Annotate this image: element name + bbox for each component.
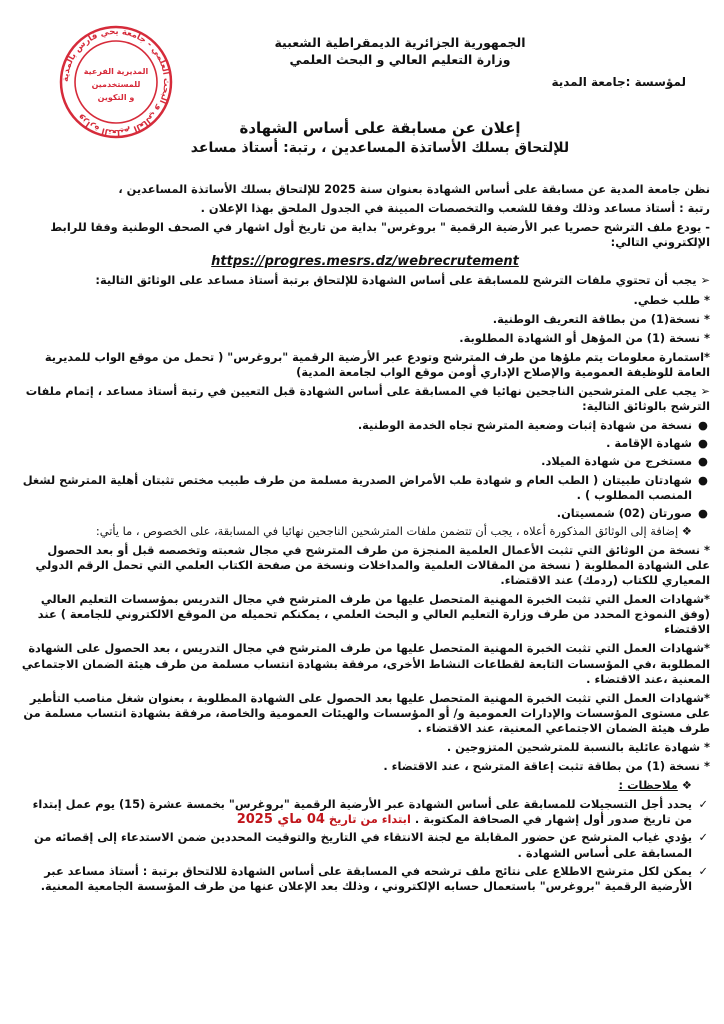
extra-doc-item: *شهادات العمل التي تثبت الخبرة المهنية المتحصل عليها من طرف المترشح في مجال التدريس بمؤسسات التعليم العالي (وفق النموذج المحدد من طرف وزارة التعليم العالي و البحث العلمي ، يمكنكم تحميله من الموقع الالكتروني للجامعة ) عند الاقتضاء [37,592,710,637]
extra-intro [20,524,692,539]
svg-text:المديرية الفرعية: المديرية الفرعية [83,67,149,76]
svg-text:و التكوين: و التكوين [97,93,135,102]
dot-bullet-icon: ● [698,505,708,520]
list-item: ● شهادتان طبيتان ( الطب العام و شهادة طب الأمراض الصدرية مسلمة من طرف طبيب مختص تثبتان أهلية المترشح لشغل المنصب المطلوب ) . [22,472,708,502]
doc-item: * نسخة (1) من المؤهل أو الشهادة المطلوبة. [459,330,710,345]
dot-bullet-icon: ● [698,454,708,469]
doc-item: * نسخة(1) من بطاقة التعريف الوطنية. [492,311,710,326]
extra-doc-item: *شهادات العمل التي تثبت الخبرة المهنية المتحصل عليها بعد الحصول على الشهادة المطلوبة ، بعنوان شغل مناصب التأطير على مستوى المؤسسات والإدارات العمومية و/ أو المؤسسات والهيئات العمومية والخاصة، مرفقة بشهادة انتساب مسلمة من طرف هيئة الضمان الاجتماعي المعنية، عند الاقتضاء . [23,690,710,735]
diamond-bullet-icon: ❖ [678,523,692,538]
check-icon: ✓ [698,830,708,845]
extra-doc-item: * نسخة من الوثائق التي تثبت الأعمال العلمية المنجزة من طرف المترشح في مجال شعبته وتخصصه قبل أو بعد الحصول على الشهادة المطلوبة ( نسخة من المقالات العلمية والمداخلات ونسخة من صفحة الكتاب العلمي التي تحمل الرقم الدولي المعياري للكتاب (ردمك) عند الاقتضاء. [35,542,710,588]
list-item: ● مستخرج من شهادة الميلاد. [541,454,708,469]
start-date-label: ابتداء من تاريخ [328,812,411,827]
winners-intro [20,384,710,414]
extra-doc-item: * شهادة عائلية بالنسبة للمترشحين المتزوجين . [446,740,710,754]
intro-paragraph-1: نظن جامعة المدية عن مسابقة على أساس الشهادة بعنوان سنة 2025 للإلتحاق بسلك الأساتذة المساعدين ، [118,182,710,196]
document-header [250,34,550,68]
diamond-bullet-icon: ❖ [677,778,692,793]
note-item: ✓ يؤدي غياب المترشح عن حضور المقابلة مع لجنة الانتقاء في التاريخ والتوقيت المحددين ضمن الاستدعاء إلى إقصائه من المسابقة على أساس الشهادة . [34,830,708,860]
notes-title: ملاحظات : [618,778,678,793]
arrow-bullet-icon: ➢ [696,384,710,399]
extra-doc-item: * نسخة (1) من بطاقة تثبت إعاقة المترشح ، عند الاقتضاء . [383,759,710,774]
list-item: ● نسخة من شهادة إثبات وضعية المترشح تجاه الخدمة الوطنية. [357,418,708,433]
dot-bullet-icon: ● [698,418,708,433]
svg-text:للمستخدمين: للمستخدمين [91,80,141,89]
announcement-title [130,118,630,158]
notes-list [20,797,710,894]
dot-bullet-icon: ● [698,472,708,487]
title-line-1: إعلان عن مسابقة على أساس الشهادة [239,119,521,137]
intro-paragraph-2: رتبة : أستاذ مساعد وذلك وفقا للشعب والتخصصات المبينة في الجدول الملحق بهذا الإعلان . [200,201,710,216]
svg-text:وزارة التعليم العالي و البحث ا: وزارة التعليم العالي و البحث العلمي - جامعة يحي فارس بالمدية [60,26,172,138]
announcement-body [20,182,710,897]
note-item: ✓ يمكن لكل مترشح الاطلاع على نتائج ملف ترشحه في المسابقة على أساس الشهادة للالتحاق برتبة : أستاذ مساعد عبر الأرضية الرقمية "بروغرس" باستعمال حسابه الإلكتروني ، وذلك بعد الإعلان عنها من طرف المؤسسة الجامعية المعنية. [40,863,708,893]
arrow-bullet-icon: ➢ [696,273,710,288]
doc-item: *استمارة معلومات يتم ملؤها من طرف المترشح وتودع عبر الأرضية الرقمية "بروغرس" ( تحمل من موقع الواب للمديرية العامة للوظيفة العمومية والإصلاح الإداري أومن موقع الواب لجامعة المدية) [44,349,710,379]
doc-item: * طلب خطي. [633,292,710,307]
title-line-2: للإلتحاق بسلك الأساتذة المساعدين ، رتبة: أستاذ مساعد [190,140,570,156]
registration-link[interactable]: https://progres.mesrs.dz/webrecrutement [211,254,519,270]
intro-paragraph-3: - يودع ملف الترشح حصريا عبر الأرضية الرقمية " بروغرس" بداية من تاريخ أول اشهار في الصحف الوطنية وفقا للرابط الإلكتروني التالي: [50,220,710,250]
notes-heading [20,778,692,793]
dot-bullet-icon: ● [698,436,708,451]
list-item: ● صورتان (02) شمسيتان. [556,505,708,520]
docs-intro [20,273,710,288]
institution-name: لمؤسسة :جامعة المدية [551,75,686,89]
winners-docs-list [20,418,710,521]
docs-intro-text: يجب أن تحتوي ملفات الترشح للمسابقة على أساس الشهادة للإلتحاق برتبة أستاذ مساعد على الوثائق التالية: [95,273,697,288]
extra-intro-text: إضافة إلى الوثائق المذكورة أعلاه ، يجب أن تتضمن ملفات المترشحين الناجحين نهائيا في المسابقة، على الخصوص ، ما يأتي: [95,523,679,538]
start-date: 04 ماي 2025 [236,812,325,828]
check-icon: ✓ [698,863,708,878]
note-item: ✓ يحدد أجل التسجيلات للمسابقة على أساس الشهادة عبر الأرضية الرقمية "بروغرس" بخمسة عشرة (15) يوم عمل إبتداء من تاريخ صدور أول إشهار في الصحافة المكتوبة . ابتداء من تاريخ 04 ماي 2025 [32,797,708,828]
list-item: ● شهادة الإقامة . [606,436,708,451]
extra-doc-item: *شهادات العمل التي تثبت الخبرة المهنية المتحصل عليها من طرف المترشح في مجال التدريس ، بعد الحصول على الشهادة المطلوبة ،في المؤسسات التابعة لقطاعات النشاط الأخرى، مرفقة بشهادة انتساب مسلمة من طرف هيئة الضمان الاجتماعي المعنية ،عند الاقتضاء . [21,641,710,686]
ministry-name: وزارة التعليم العالي و البحث العلمي [289,52,511,67]
winners-intro-text: يجب على المترشحين الناجحين نهائيا في المسابقة على أساس الشهادة قبل التعيين في رتبة أستاذ مساعد ، إتمام ملفات الترشح بالوثائق التالية: [25,384,710,414]
check-icon: ✓ [698,797,708,812]
republic-name: الجمهورية الجزائرية الديمقراطية الشعبية [274,35,526,50]
